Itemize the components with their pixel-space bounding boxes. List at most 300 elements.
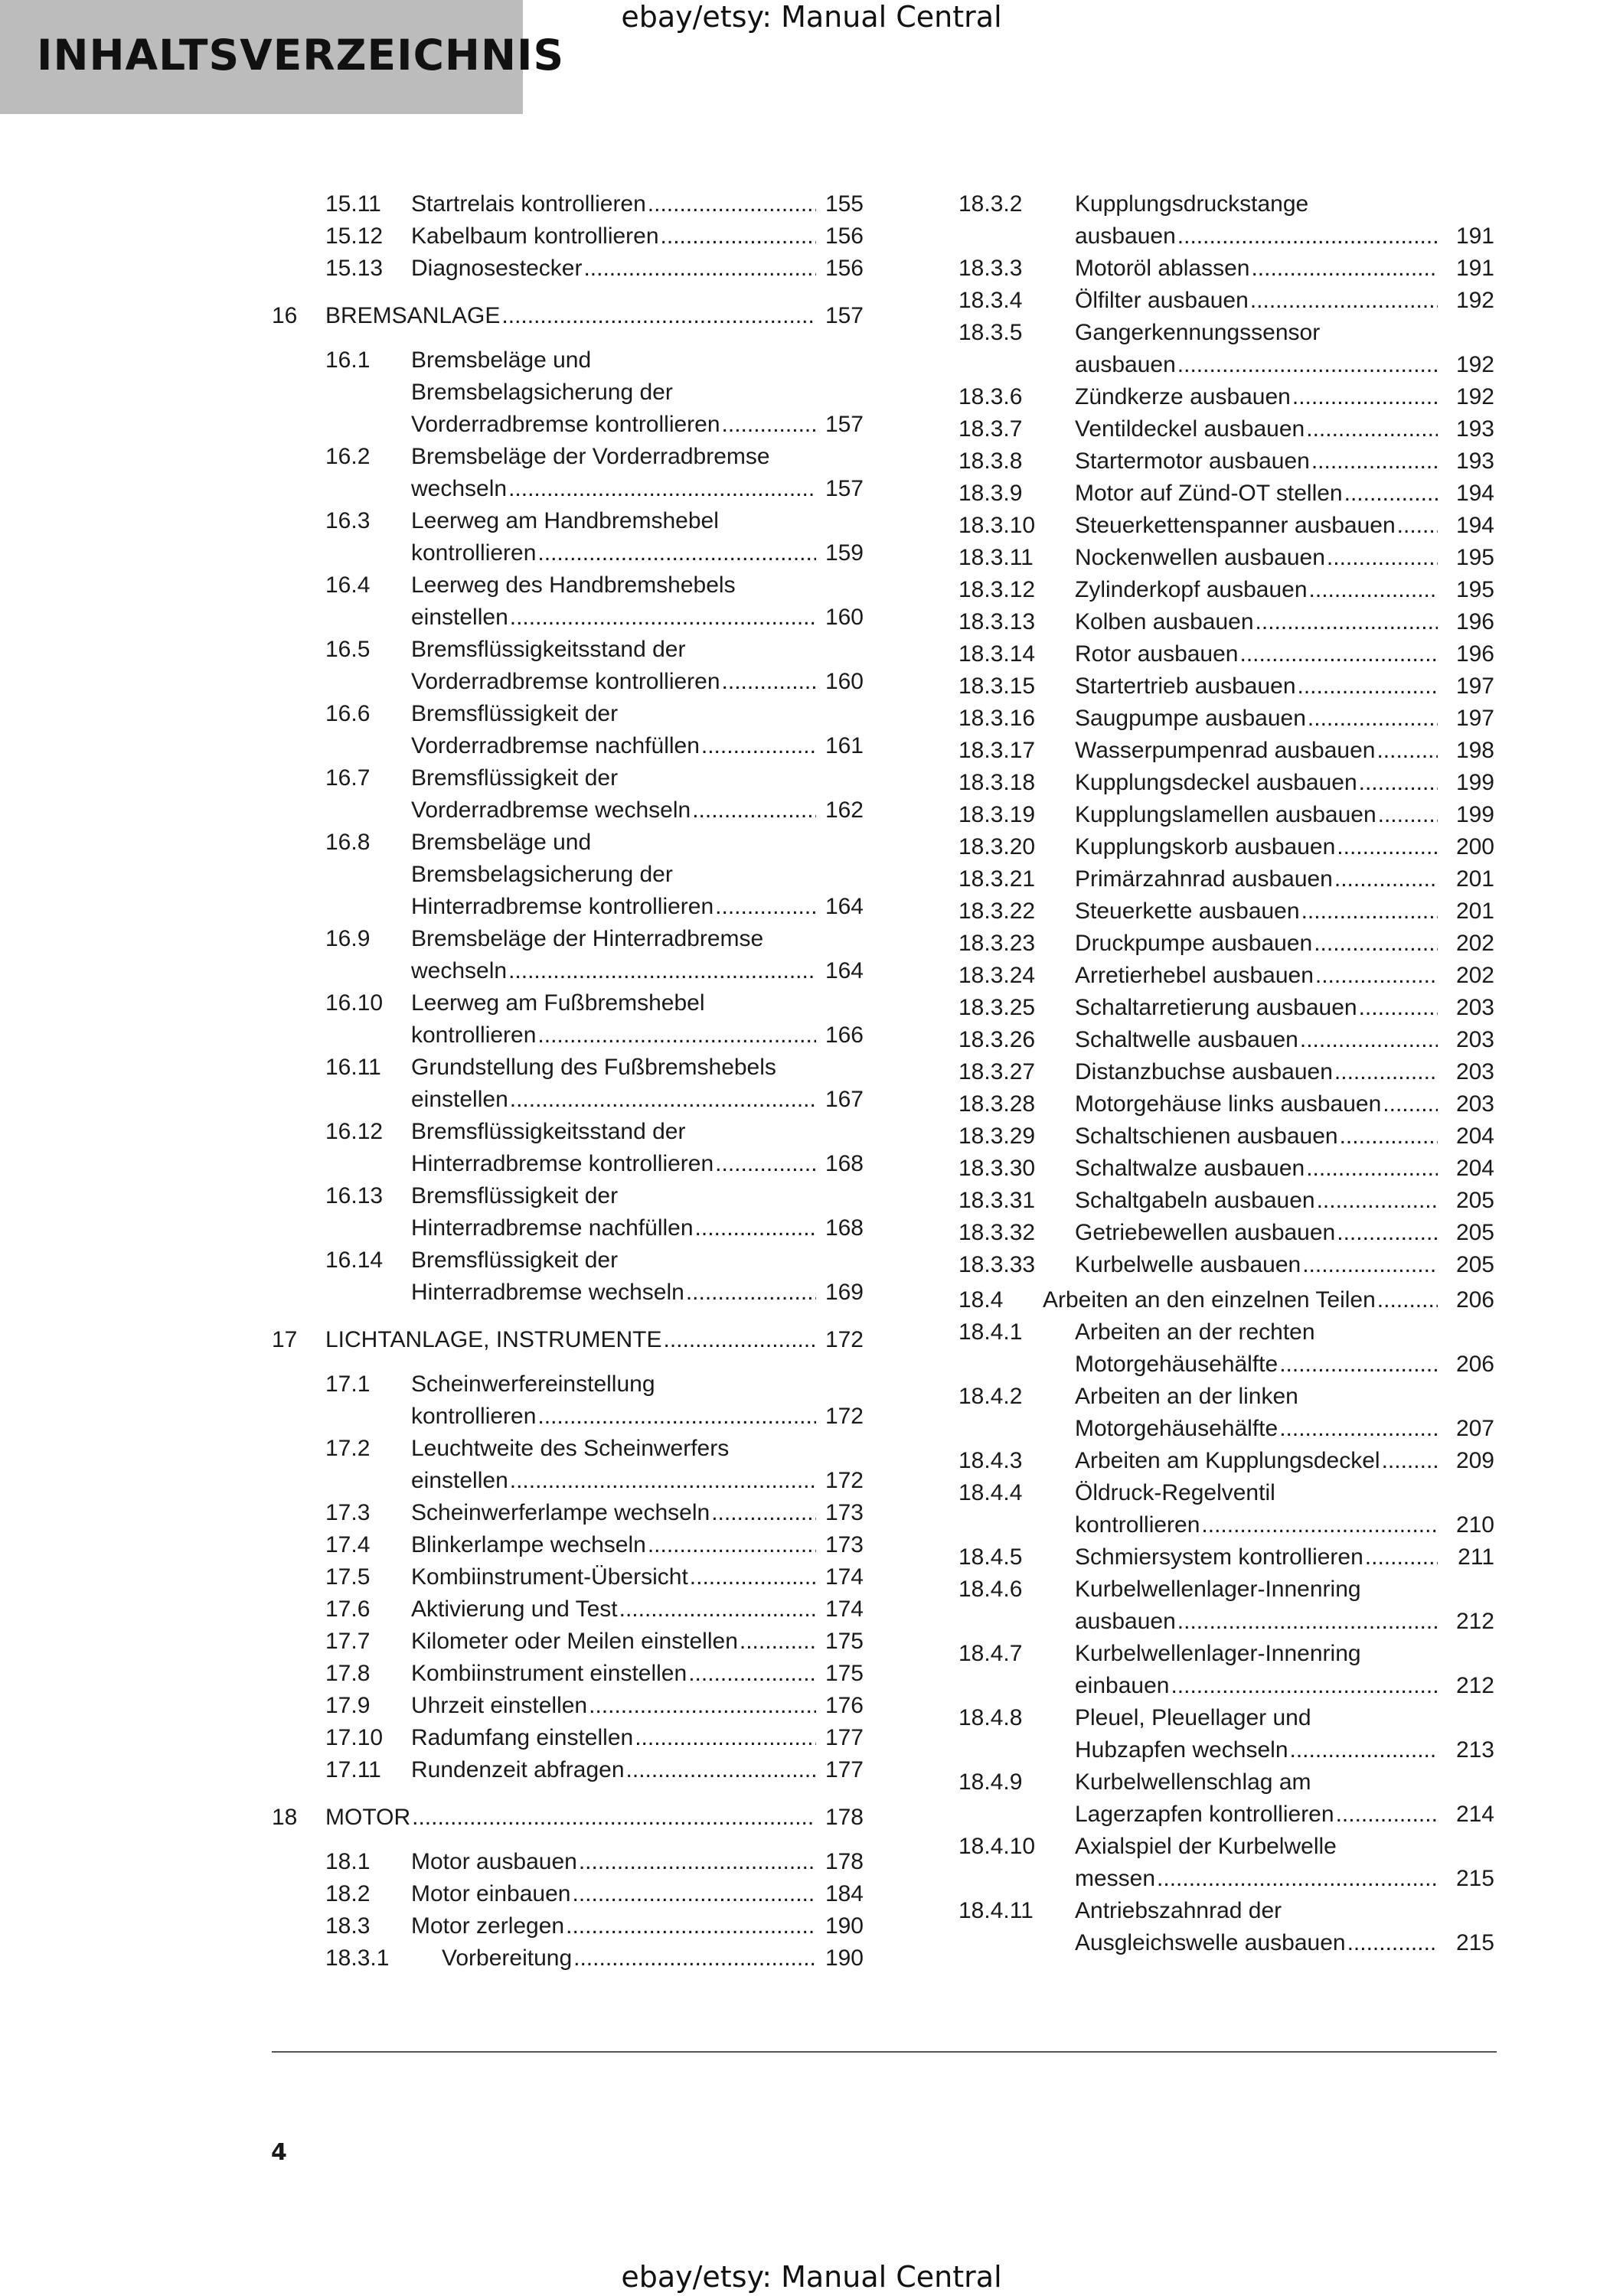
toc-entry-number: 16.13 bbox=[325, 1183, 384, 1208]
toc-entry-number: 18.3.28 bbox=[958, 1091, 1036, 1117]
toc-entry[interactable] bbox=[958, 1381, 1494, 1445]
dot-leader bbox=[701, 730, 816, 762]
dot-leader bbox=[648, 1529, 816, 1561]
toc-entry-page: 155 bbox=[825, 191, 864, 217]
toc-entry-title: Hubzapfen wechseln bbox=[1075, 1737, 1288, 1763]
toc-entry[interactable] bbox=[325, 1754, 864, 1786]
toc-entry-title: Hinterradbremse kontrollieren bbox=[411, 894, 714, 919]
toc-entry-title: Bremsbeläge der Hinterradbremse bbox=[411, 926, 764, 951]
dot-leader bbox=[1382, 1445, 1438, 1477]
toc-entry[interactable] bbox=[325, 253, 864, 285]
toc-entry[interactable] bbox=[958, 895, 1494, 928]
toc-entry-title: ausbauen bbox=[1075, 223, 1176, 249]
toc-entry-number: 18 bbox=[272, 1805, 298, 1830]
toc-entry-page: 168 bbox=[825, 1215, 864, 1241]
toc-entry[interactable] bbox=[325, 1593, 864, 1626]
dot-leader bbox=[688, 1658, 816, 1690]
toc-entry-title: Scheinwerferlampe wechseln bbox=[411, 1500, 710, 1525]
toc-entry-number: 18.4.7 bbox=[958, 1641, 1023, 1666]
toc-entry[interactable] bbox=[325, 220, 864, 253]
dot-leader bbox=[1306, 413, 1438, 445]
toc-entry[interactable] bbox=[958, 1316, 1494, 1381]
toc-entry-title: Distanzbuchse ausbauen bbox=[1075, 1059, 1333, 1084]
dot-leader bbox=[1340, 1120, 1438, 1153]
toc-entry[interactable] bbox=[325, 762, 864, 827]
toc-entry-title: Arbeiten am Kupplungsdeckel bbox=[1075, 1448, 1380, 1473]
toc-entry-page: 178 bbox=[825, 1849, 864, 1874]
toc-entry[interactable] bbox=[325, 634, 864, 698]
dot-leader bbox=[1397, 510, 1438, 542]
toc-entry-title: Antriebszahnrad der bbox=[1075, 1898, 1282, 1923]
toc-entry-page: 190 bbox=[825, 1913, 864, 1939]
toc-entry-title: Leerweg am Handbremshebel bbox=[411, 508, 719, 533]
dot-leader bbox=[1337, 1217, 1438, 1249]
dot-leader bbox=[1300, 1024, 1438, 1056]
toc-entry-number: 16.6 bbox=[325, 701, 371, 726]
toc-entry-page: 156 bbox=[825, 256, 864, 281]
toc-entry-title: Schaltarretierung ausbauen bbox=[1075, 995, 1357, 1020]
toc-entry[interactable] bbox=[325, 1910, 864, 1942]
toc-entry[interactable] bbox=[958, 670, 1494, 703]
toc-entry-page: 160 bbox=[825, 669, 864, 694]
toc-entry-page: 164 bbox=[825, 894, 864, 919]
toc-entry-title: Uhrzeit einstellen bbox=[411, 1693, 588, 1718]
toc-entry-title: Aktivierung und Test bbox=[411, 1596, 618, 1622]
toc-entry-number: 18.4.8 bbox=[958, 1705, 1023, 1730]
toc-entry-number: 17 bbox=[272, 1327, 298, 1352]
toc-entry[interactable] bbox=[325, 441, 864, 505]
toc-entry-number: 18.4.5 bbox=[958, 1544, 1023, 1570]
toc-entry-number: 17.6 bbox=[325, 1596, 371, 1622]
toc-entry-number: 18.3.5 bbox=[958, 320, 1023, 345]
toc-entry[interactable] bbox=[958, 1831, 1494, 1895]
dot-leader bbox=[661, 220, 816, 253]
dot-leader bbox=[1334, 863, 1438, 895]
toc-entry-title: Kupplungskorb ausbauen bbox=[1075, 834, 1336, 859]
toc-entry-page: 164 bbox=[825, 958, 864, 983]
toc-entry-number: 18.3.30 bbox=[958, 1156, 1036, 1181]
toc-entry-number: 18.3.29 bbox=[958, 1124, 1036, 1149]
dot-leader bbox=[1308, 703, 1438, 735]
dot-leader bbox=[1298, 670, 1438, 703]
toc-entry[interactable] bbox=[325, 505, 864, 569]
toc-entry-page: 211 bbox=[1458, 1544, 1494, 1570]
toc-entry[interactable] bbox=[325, 1690, 864, 1722]
toc-entry[interactable] bbox=[325, 1722, 864, 1754]
toc-entry[interactable] bbox=[958, 928, 1494, 960]
toc-entry-number: 18.3.19 bbox=[958, 802, 1036, 827]
dot-leader bbox=[1344, 478, 1438, 510]
toc-entry-page: 157 bbox=[825, 476, 864, 501]
toc-entry[interactable] bbox=[958, 1185, 1494, 1217]
toc-entry-title: Motor einbauen bbox=[411, 1881, 571, 1906]
toc-entry-title: einbauen bbox=[1075, 1673, 1170, 1698]
toc-entry-number: 18.3.7 bbox=[958, 416, 1023, 442]
toc-entry[interactable] bbox=[958, 1541, 1494, 1574]
toc-entry[interactable] bbox=[325, 1561, 864, 1593]
toc-entry-title: Motor zerlegen bbox=[411, 1913, 565, 1939]
toc-entry[interactable] bbox=[958, 1574, 1494, 1638]
toc-entry[interactable] bbox=[325, 1529, 864, 1561]
toc-entry[interactable] bbox=[325, 827, 864, 923]
toc-entry-title: Motorgehäusehälfte bbox=[1075, 1416, 1278, 1441]
toc-entry[interactable] bbox=[958, 606, 1494, 638]
dot-leader bbox=[1256, 606, 1438, 638]
toc-entry-title: Hinterradbremse nachfüllen bbox=[411, 1215, 694, 1241]
toc-entry[interactable] bbox=[325, 188, 864, 220]
toc-entry-number: 18.3.14 bbox=[958, 641, 1036, 667]
dot-leader bbox=[711, 1497, 816, 1529]
dot-leader bbox=[686, 1277, 816, 1309]
toc-entry-title: Motorgehäuse links ausbauen bbox=[1075, 1091, 1382, 1117]
toc-entry-title: Diagnosestecker bbox=[411, 256, 583, 281]
dot-leader bbox=[619, 1593, 816, 1626]
dot-leader bbox=[508, 473, 816, 505]
toc-entry-page: 177 bbox=[825, 1757, 864, 1782]
toc-entry-title: Scheinwerfereinstellung bbox=[411, 1371, 655, 1397]
toc-entry-number: 16.10 bbox=[325, 990, 384, 1016]
toc-entry-page: 193 bbox=[1455, 416, 1494, 442]
toc-entry-number: 18.3.4 bbox=[958, 288, 1023, 313]
toc-entry[interactable] bbox=[958, 413, 1494, 445]
toc-entry-number: 18.3.33 bbox=[958, 1252, 1036, 1277]
toc-entry[interactable] bbox=[325, 1497, 864, 1529]
toc-entry[interactable] bbox=[958, 735, 1494, 767]
toc-entry[interactable] bbox=[958, 1120, 1494, 1153]
toc-entry-number: 18.4 bbox=[958, 1287, 1004, 1313]
toc-entry-title: Motor ausbauen bbox=[411, 1849, 577, 1874]
toc-entry-number: 18.3.27 bbox=[958, 1059, 1036, 1084]
toc-entry-title: Bremsbelagsicherung der bbox=[411, 862, 673, 887]
toc-entry-number: 18.3.8 bbox=[958, 448, 1023, 474]
dot-leader bbox=[1315, 960, 1438, 992]
toc-entry[interactable] bbox=[325, 1116, 864, 1180]
toc-entry[interactable] bbox=[958, 992, 1494, 1024]
toc-entry-title: Arbeiten an der linken bbox=[1075, 1384, 1298, 1409]
toc-entry[interactable] bbox=[958, 1477, 1494, 1541]
toc-entry-page: 207 bbox=[1455, 1416, 1494, 1441]
toc-entry-page: 194 bbox=[1455, 513, 1494, 538]
page-title: INHALTSVERZEICHNIS bbox=[37, 31, 565, 80]
toc-entry[interactable] bbox=[958, 574, 1494, 606]
toc-entry[interactable] bbox=[325, 698, 864, 762]
toc-entry-number: 17.9 bbox=[325, 1693, 371, 1718]
toc-entry[interactable] bbox=[325, 569, 864, 634]
toc-entry-page: 212 bbox=[1455, 1673, 1494, 1698]
toc-entry-number: 16.2 bbox=[325, 444, 371, 469]
toc-entry-title: kontrollieren bbox=[411, 540, 537, 566]
toc-entry-page: 156 bbox=[825, 223, 864, 249]
toc-entry-number: 18.4.9 bbox=[958, 1769, 1023, 1795]
toc-entry[interactable] bbox=[325, 344, 864, 441]
dot-leader bbox=[412, 1802, 816, 1834]
dot-leader bbox=[589, 1690, 816, 1722]
dot-leader bbox=[583, 253, 816, 285]
toc-entry[interactable] bbox=[958, 1895, 1494, 1959]
toc-entry-title: Saugpumpe ausbauen bbox=[1075, 706, 1306, 731]
toc-entry-number: 16.3 bbox=[325, 508, 371, 533]
toc-entry-number: 18.2 bbox=[325, 1881, 371, 1906]
watermark-bottom: ebay/etsy: Manual Central bbox=[621, 2260, 1002, 2294]
toc-entry-title: Schaltgabeln ausbauen bbox=[1075, 1188, 1315, 1213]
toc-entry-page: 194 bbox=[1455, 481, 1494, 506]
toc-entry-page: 212 bbox=[1455, 1609, 1494, 1634]
toc-entry-title: kontrollieren bbox=[411, 1022, 537, 1048]
toc-entry-page: 203 bbox=[1455, 995, 1494, 1020]
toc-entry-number: 18.3.6 bbox=[958, 384, 1023, 409]
toc-entry-page: 210 bbox=[1455, 1512, 1494, 1538]
dot-leader bbox=[722, 666, 816, 698]
toc-entry-title: Bremsflüssigkeitsstand der bbox=[411, 637, 686, 662]
toc-entry[interactable] bbox=[958, 767, 1494, 799]
toc-entry-title: Bremsflüssigkeitsstand der bbox=[411, 1119, 686, 1144]
dot-leader bbox=[1157, 1863, 1438, 1895]
toc-entry-page: 192 bbox=[1455, 352, 1494, 377]
toc-entry-number: 18.3.16 bbox=[958, 706, 1036, 731]
toc-entry-number: 16.4 bbox=[325, 572, 371, 598]
toc-entry[interactable] bbox=[958, 478, 1494, 510]
toc-entry-number: 18.3.31 bbox=[958, 1188, 1036, 1213]
dot-leader bbox=[664, 1324, 817, 1356]
toc-entry[interactable] bbox=[958, 1702, 1494, 1766]
dot-leader bbox=[1309, 574, 1438, 606]
dot-leader bbox=[715, 1148, 816, 1180]
toc-entry-title: Pleuel, Pleuellager und bbox=[1075, 1705, 1311, 1730]
toc-entry-number: 18.4.4 bbox=[958, 1480, 1023, 1505]
toc-entry[interactable] bbox=[272, 300, 864, 332]
toc-entry-title: ausbauen bbox=[1075, 1609, 1176, 1634]
toc-entry-page: 172 bbox=[825, 1468, 864, 1493]
toc-entry-number: 18.3 bbox=[325, 1913, 371, 1939]
dot-leader bbox=[537, 1401, 816, 1433]
toc-entry-title: Kolben ausbauen bbox=[1075, 609, 1254, 634]
toc-entry-title: kontrollieren bbox=[411, 1404, 537, 1429]
toc-entry[interactable] bbox=[272, 1802, 864, 1834]
toc-entry-title: Ventildeckel ausbauen bbox=[1075, 416, 1305, 442]
dot-leader bbox=[695, 1212, 816, 1244]
toc-entry-number: 17.5 bbox=[325, 1564, 371, 1590]
toc-entry-page: 204 bbox=[1455, 1124, 1494, 1149]
toc-entry-title: Motorgehäusehälfte bbox=[1075, 1352, 1278, 1377]
toc-entry-title: Bremsbeläge und bbox=[411, 830, 592, 855]
toc-entry[interactable] bbox=[325, 987, 864, 1052]
dot-leader bbox=[1383, 1088, 1438, 1120]
toc-entry[interactable] bbox=[958, 960, 1494, 992]
toc-entry-page: 205 bbox=[1455, 1252, 1494, 1277]
toc-entry-page: 167 bbox=[825, 1087, 864, 1112]
toc-entry-title: LICHTANLAGE, INSTRUMENTE bbox=[325, 1327, 662, 1352]
toc-entry-number: 18.1 bbox=[325, 1849, 371, 1874]
toc-entry-number: 17.3 bbox=[325, 1500, 371, 1525]
toc-entry[interactable] bbox=[958, 445, 1494, 478]
toc-entry-number: 18.3.3 bbox=[958, 256, 1023, 281]
toc-entry[interactable] bbox=[958, 381, 1494, 413]
dot-leader bbox=[501, 300, 816, 332]
toc-entry[interactable] bbox=[958, 831, 1494, 863]
toc-entry[interactable] bbox=[958, 253, 1494, 285]
toc-entry[interactable] bbox=[958, 1056, 1494, 1088]
toc-entry[interactable] bbox=[958, 1249, 1494, 1281]
toc-entry-number: 17.1 bbox=[325, 1371, 371, 1397]
toc-entry-page: 160 bbox=[825, 605, 864, 630]
toc-entry-number: 18.3.1 bbox=[325, 1945, 390, 1971]
toc-entry-title: Druckpumpe ausbauen bbox=[1075, 931, 1313, 956]
dot-leader bbox=[572, 1878, 816, 1910]
toc-entry-page: 201 bbox=[1455, 899, 1494, 924]
toc-entry[interactable] bbox=[958, 1445, 1494, 1477]
toc-entry-number: 15.11 bbox=[325, 191, 381, 217]
toc-entry[interactable] bbox=[325, 1626, 864, 1658]
toc-entry[interactable] bbox=[958, 1766, 1494, 1831]
toc-entry[interactable] bbox=[325, 1942, 864, 1975]
toc-entry[interactable] bbox=[958, 1024, 1494, 1056]
dot-leader bbox=[1177, 220, 1438, 253]
toc-entry-title: Schaltwalze ausbauen bbox=[1075, 1156, 1305, 1181]
dot-leader bbox=[1314, 928, 1438, 960]
toc-entry[interactable] bbox=[325, 1368, 864, 1433]
toc-entry-title: Zylinderkopf ausbauen bbox=[1075, 577, 1308, 602]
toc-entry-page: 178 bbox=[825, 1805, 864, 1830]
dot-leader bbox=[1250, 285, 1438, 317]
toc-entry-title: Getriebewellen ausbauen bbox=[1075, 1220, 1336, 1245]
toc-entry-title: Zündkerze ausbauen bbox=[1075, 384, 1291, 409]
toc-entry-page: 205 bbox=[1455, 1188, 1494, 1213]
toc-entry[interactable] bbox=[958, 863, 1494, 895]
dot-leader bbox=[1177, 349, 1438, 381]
toc-entry-title: Ausgleichswelle ausbauen bbox=[1075, 1930, 1346, 1955]
toc-entry-page: 175 bbox=[825, 1629, 864, 1654]
toc-entry-page: 192 bbox=[1455, 288, 1494, 313]
toc-entry-title: Schaltwelle ausbauen bbox=[1075, 1027, 1298, 1052]
toc-entry-page: 157 bbox=[825, 412, 864, 437]
dot-leader bbox=[1201, 1509, 1438, 1541]
toc-entry-page: 198 bbox=[1455, 738, 1494, 763]
toc-entry-page: 195 bbox=[1455, 577, 1494, 602]
toc-entry[interactable] bbox=[958, 285, 1494, 317]
toc-entry-title: Radumfang einstellen bbox=[411, 1725, 634, 1750]
toc-entry-title: Startertrieb ausbauen bbox=[1075, 673, 1296, 699]
dot-leader bbox=[1292, 381, 1438, 413]
dot-leader bbox=[566, 1910, 816, 1942]
toc-entry-page: 192 bbox=[1455, 384, 1494, 409]
toc-entry-number: 18.3.22 bbox=[958, 899, 1036, 924]
toc-entry-title: Öldruck-Regelventil bbox=[1075, 1480, 1275, 1505]
toc-entry[interactable] bbox=[958, 703, 1494, 735]
toc-entry-page: 199 bbox=[1455, 770, 1494, 795]
watermark-top: ebay/etsy: Manual Central bbox=[621, 0, 1002, 34]
toc-entry-title: Axialspiel der Kurbelwelle bbox=[1075, 1834, 1337, 1859]
toc-column-left bbox=[272, 188, 864, 1975]
toc-entry-title: einstellen bbox=[411, 1468, 508, 1493]
toc-entry[interactable] bbox=[272, 1324, 864, 1356]
toc-entry[interactable] bbox=[958, 1638, 1494, 1702]
toc-entry-title: Vorderradbremse wechseln bbox=[411, 797, 691, 823]
toc-entry-number: 16.8 bbox=[325, 830, 371, 855]
toc-entry[interactable] bbox=[958, 799, 1494, 831]
toc-entry-title: Kombiinstrument-Übersicht bbox=[411, 1564, 688, 1590]
toc-entry-page: 193 bbox=[1455, 448, 1494, 474]
toc-entry-title: Arbeiten an der rechten bbox=[1075, 1319, 1315, 1345]
footer-divider bbox=[272, 2051, 1497, 2053]
toc-entry-title: Leerweg des Handbremshebels bbox=[411, 572, 736, 598]
toc-entry-title: Arbeiten an den einzelnen Teilen bbox=[1043, 1287, 1376, 1313]
toc-entry-page: 213 bbox=[1455, 1737, 1494, 1763]
toc-entry-page: 197 bbox=[1455, 706, 1494, 731]
toc-entry-number: 18.3.11 bbox=[958, 545, 1034, 570]
toc-entry-title: Bremsflüssigkeit der bbox=[411, 765, 619, 791]
dot-leader bbox=[579, 1846, 816, 1878]
toc-entry[interactable] bbox=[325, 1433, 864, 1497]
toc-entry[interactable] bbox=[958, 542, 1494, 574]
toc-entry[interactable] bbox=[325, 1878, 864, 1910]
toc-entry-title: Hinterradbremse wechseln bbox=[411, 1280, 684, 1305]
toc-entry[interactable] bbox=[958, 1088, 1494, 1120]
toc-entry-title: Kupplungsdruckstange bbox=[1075, 191, 1309, 217]
toc-entry-page: 172 bbox=[825, 1327, 864, 1352]
toc-entry[interactable] bbox=[325, 1846, 864, 1878]
toc-entry-number: 18.4.6 bbox=[958, 1577, 1023, 1602]
toc-entry-page: 173 bbox=[825, 1500, 864, 1525]
toc-entry-page: 215 bbox=[1455, 1930, 1494, 1955]
toc-entry-page: 214 bbox=[1455, 1802, 1494, 1827]
toc-entry-title: Kurbelwellenlager-Innenring bbox=[1075, 1641, 1361, 1666]
toc-entry-title: Bremsbeläge der Vorderradbremse bbox=[411, 444, 770, 469]
toc-entry-page: 197 bbox=[1455, 673, 1494, 699]
dot-leader bbox=[510, 602, 816, 634]
toc-entry-title: einstellen bbox=[411, 605, 508, 630]
toc-entry-title: Kilometer oder Meilen einstellen bbox=[411, 1629, 738, 1654]
toc-entry-page: 172 bbox=[825, 1404, 864, 1429]
toc-entry[interactable] bbox=[958, 188, 1494, 253]
toc-entry-number: 18.3.13 bbox=[958, 609, 1036, 634]
toc-entry-page: 209 bbox=[1455, 1448, 1494, 1473]
toc-column-right bbox=[958, 188, 1494, 1959]
toc-entry-number: 18.3.21 bbox=[958, 866, 1036, 892]
toc-entry-page: 191 bbox=[1455, 223, 1494, 249]
dot-leader bbox=[573, 1942, 816, 1975]
dot-leader bbox=[1177, 1606, 1438, 1638]
toc-entry-page: 175 bbox=[825, 1661, 864, 1686]
toc-entry-title: Leuchtweite des Scheinwerfers bbox=[411, 1436, 730, 1461]
toc-entry-page: 203 bbox=[1455, 1059, 1494, 1084]
dot-leader bbox=[1301, 895, 1438, 928]
toc-entry-number: 18.3.25 bbox=[958, 995, 1036, 1020]
toc-entry-number: 18.3.18 bbox=[958, 770, 1036, 795]
toc-entry[interactable] bbox=[958, 638, 1494, 670]
toc-entry[interactable] bbox=[958, 1217, 1494, 1249]
dot-leader bbox=[1337, 831, 1438, 863]
toc-entry-title: Vorderradbremse kontrollieren bbox=[411, 412, 720, 437]
toc-entry[interactable] bbox=[325, 1658, 864, 1690]
toc-entry[interactable] bbox=[958, 1153, 1494, 1185]
toc-entry-number: 16.12 bbox=[325, 1119, 384, 1144]
toc-entry-title: Bremsbeläge und bbox=[411, 347, 592, 373]
toc-entry-title: Grundstellung des Fußbremshebels bbox=[411, 1055, 776, 1080]
toc-entry-number: 17.11 bbox=[325, 1757, 381, 1782]
toc-entry-title: Wasserpumpenrad ausbauen bbox=[1075, 738, 1376, 763]
toc-entry[interactable] bbox=[325, 1052, 864, 1116]
toc-entry-title: Nockenwellen ausbauen bbox=[1075, 545, 1325, 570]
toc-entry[interactable] bbox=[958, 510, 1494, 542]
toc-entry-title: Kabelbaum kontrollieren bbox=[411, 223, 659, 249]
toc-entry[interactable] bbox=[325, 923, 864, 987]
dot-leader bbox=[508, 955, 816, 987]
dot-leader bbox=[1365, 1541, 1438, 1574]
toc-entry[interactable] bbox=[958, 1284, 1494, 1316]
toc-entry[interactable] bbox=[325, 1180, 864, 1244]
toc-entry[interactable] bbox=[958, 317, 1494, 381]
toc-entry[interactable] bbox=[325, 1244, 864, 1309]
